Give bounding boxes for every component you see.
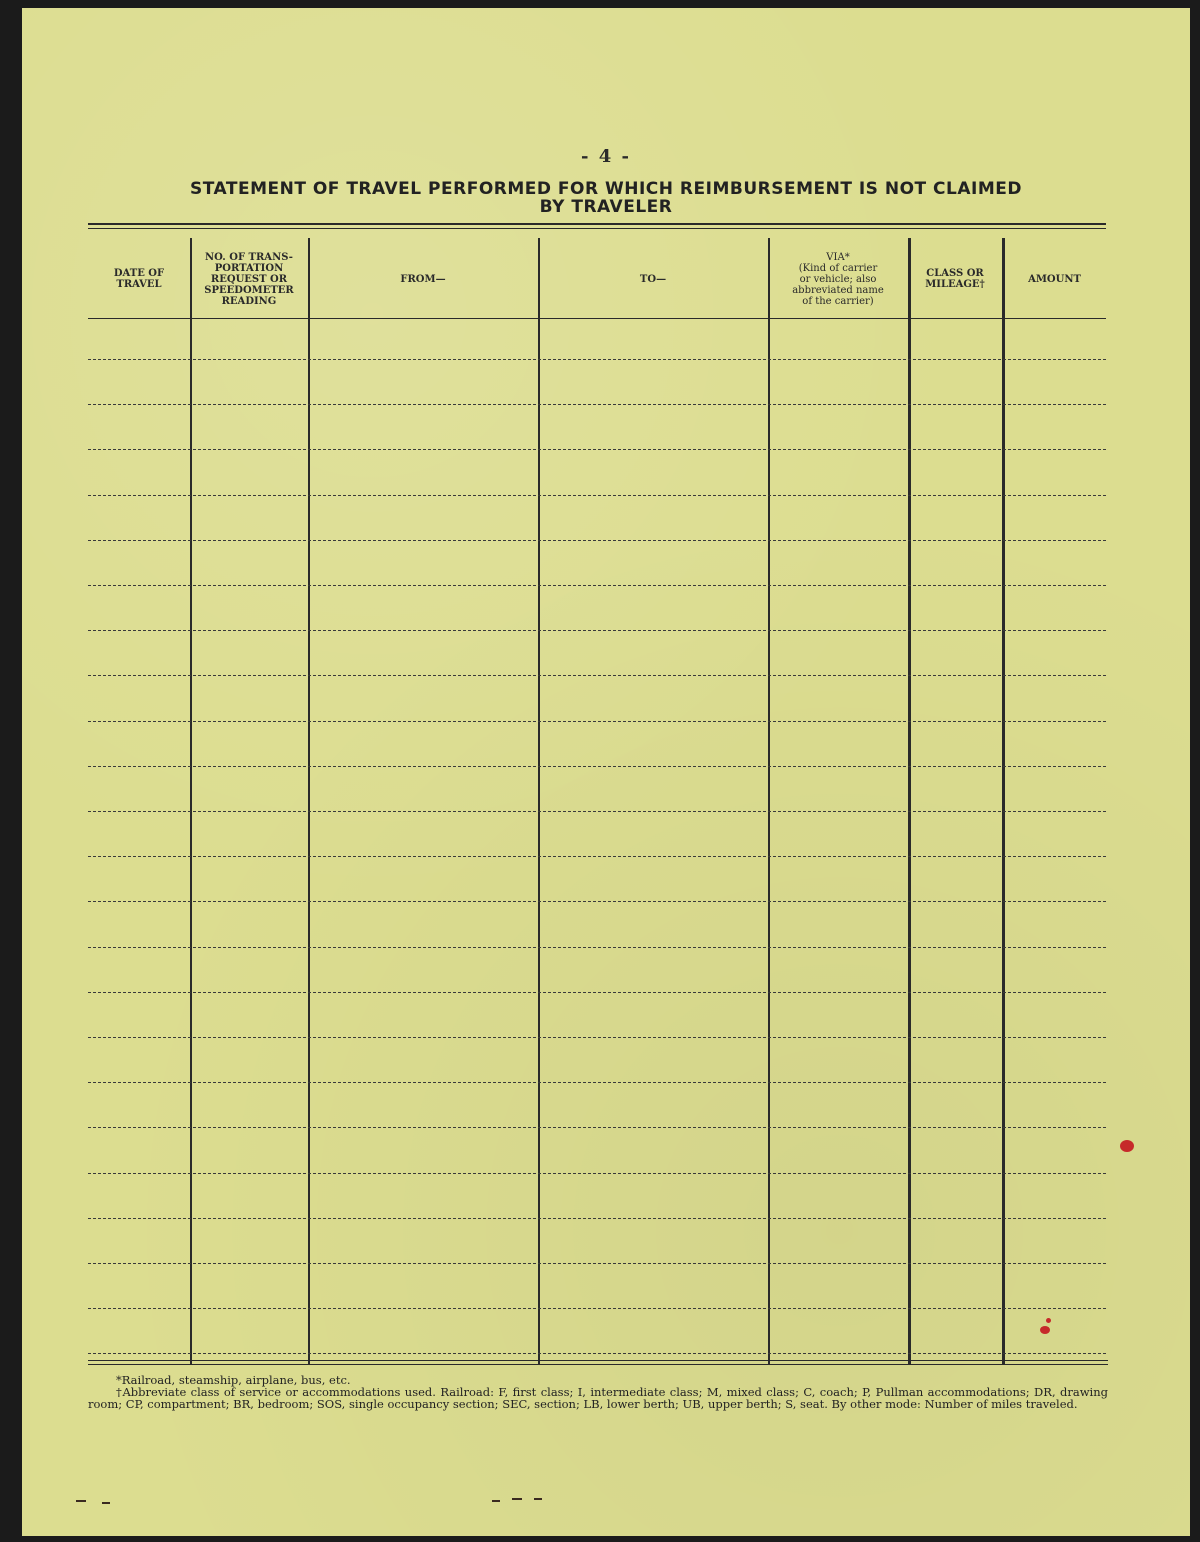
table-row bbox=[88, 1353, 1106, 1354]
form-title bbox=[102, 180, 1110, 216]
column-divider bbox=[1002, 238, 1005, 1364]
table-row bbox=[88, 947, 1106, 948]
table-row bbox=[88, 540, 1106, 541]
table-row bbox=[88, 404, 1106, 405]
footnotes bbox=[88, 1374, 1108, 1410]
table-row bbox=[88, 1037, 1106, 1038]
header-via: VIA* (Kind of carrier or vehicle; also abbreviated name of the carrier) bbox=[792, 251, 884, 307]
column-divider bbox=[190, 238, 192, 1364]
header-transportation: NO. OF TRANS- PORTATION REQUEST OR SPEEDOMETER READING bbox=[204, 251, 294, 307]
red-stain bbox=[1120, 1140, 1134, 1152]
page-number: - 4 - bbox=[581, 146, 631, 167]
table-row bbox=[88, 449, 1106, 450]
table-row bbox=[88, 630, 1106, 631]
header-to: TO— bbox=[639, 273, 667, 285]
table-row bbox=[88, 856, 1106, 857]
table-row bbox=[88, 901, 1106, 902]
column-divider bbox=[538, 238, 540, 1364]
edge-mark bbox=[102, 1502, 110, 1504]
edge-mark bbox=[492, 1500, 500, 1502]
top-rule-outer bbox=[88, 223, 1106, 225]
column-divider bbox=[908, 238, 911, 1364]
top-rule-inner bbox=[88, 228, 1106, 229]
form-title-line1: STATEMENT OF TRAVEL PERFORMED FOR WHICH REIMBURSEMENT IS NOT CLAIMED bbox=[190, 179, 1022, 199]
footnote-carrier: *Railroad, steamship, airplane, bus, etc. bbox=[116, 1373, 351, 1387]
header-date: DATE OF TRAVEL bbox=[113, 268, 165, 290]
bottom-rule-outer bbox=[88, 1360, 1108, 1361]
column-divider bbox=[768, 238, 770, 1364]
bottom-rule-inner bbox=[88, 1364, 1108, 1365]
table-row bbox=[88, 675, 1106, 676]
form-page bbox=[22, 8, 1190, 1536]
edge-mark bbox=[512, 1498, 522, 1500]
header-class: CLASS OR MILEAGE† bbox=[925, 268, 985, 290]
table-row bbox=[88, 766, 1106, 767]
table-row bbox=[88, 1308, 1106, 1309]
table-row bbox=[88, 495, 1106, 496]
red-stain bbox=[1040, 1326, 1050, 1334]
table-row bbox=[88, 1082, 1106, 1083]
column-divider bbox=[308, 238, 310, 1364]
table-row bbox=[88, 1263, 1106, 1264]
table-row bbox=[88, 721, 1106, 722]
header-from: FROM— bbox=[400, 273, 446, 285]
form-title-line2: BY TRAVELER bbox=[539, 197, 673, 217]
table-row bbox=[88, 1218, 1106, 1219]
header-amount: AMOUNT bbox=[1028, 273, 1081, 285]
table-row bbox=[88, 359, 1106, 360]
table-row bbox=[88, 1173, 1106, 1174]
table-row bbox=[88, 585, 1106, 586]
table-row bbox=[88, 1127, 1106, 1128]
header-rule bbox=[88, 318, 1106, 319]
edge-mark bbox=[76, 1500, 86, 1502]
table-row bbox=[88, 811, 1106, 812]
table-row bbox=[88, 992, 1106, 993]
red-stain bbox=[1046, 1318, 1051, 1323]
footnote-class: †Abbreviate class of service or accommodations used. Railroad: F, first class; I, intermediate class; M, mixed class; C, coach; P, Pullman accommodations; DR, drawing room; CP, compartment; BR, bedroom; SOS, single occupancy section; SEC, section; LB, lower berth; UB, upper berth; S, seat. By other mode: Number of miles traveled. bbox=[88, 1385, 1108, 1411]
edge-mark bbox=[534, 1498, 542, 1500]
